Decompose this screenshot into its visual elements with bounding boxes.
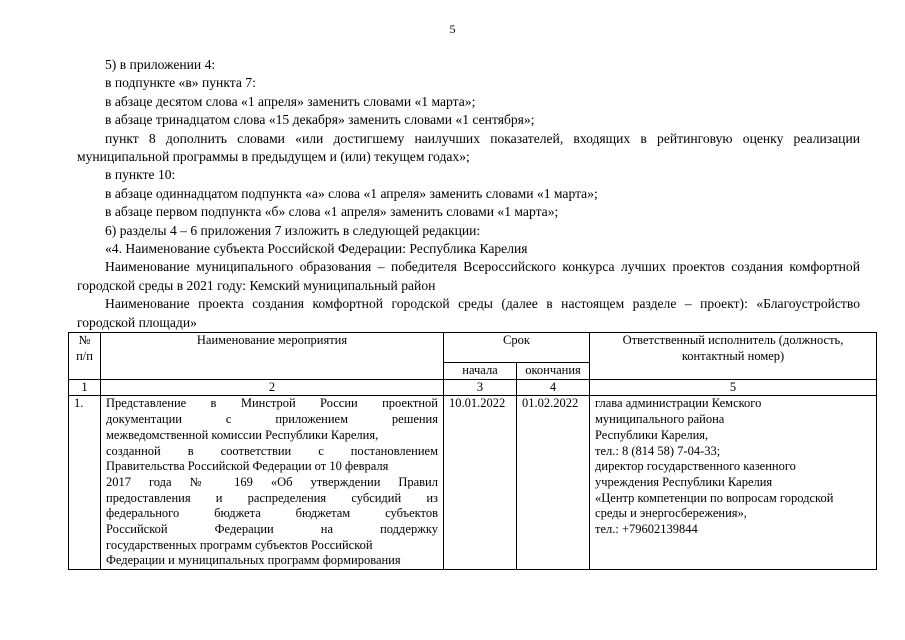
paragraph: 6) разделы 4 – 6 приложения 7 изложить в следующей редакции: [105,222,481,238]
event-line: Российской Федерации на поддержку [106,522,438,537]
row-end-date: 01.02.2022 [517,396,590,570]
table-row [69,396,877,570]
column-number: 1 [69,379,101,396]
responsible-line: «Центр компетенции по вопросам городской [595,490,834,505]
row-num: 1. [69,396,101,570]
row-responsible [590,396,877,570]
paragraph: в подпункте «в» пункта 7: [105,75,256,91]
event-line: 2017 года № 169 «Об утверждении Правил [106,474,438,489]
event-line: межведомственной комиссии Республики Карелия, [106,427,379,442]
column-number: 2 [101,379,444,396]
responsible-line: Республики Карелия, [595,427,709,442]
responsible-line: глава администрации Кемского [595,396,762,411]
paragraph: 5) в приложении 4: [105,57,216,72]
responsible-line: среды и энергосбережения», [595,506,747,521]
document-body [77,56,860,332]
header-term: Срок [444,333,590,363]
header-event: Наименование мероприятия [101,333,444,380]
header-num: № п/п [69,333,101,380]
event-line: федерального бюджета бюджетам субъектов [106,506,438,521]
row-start-date: 10.01.2022 [444,396,517,570]
paragraph: пункт 8 дополнить словами «или достигшему наилучших показателей, входящих в рейтинговую оценку реализации муниципальной программы в предыдущем и (или) текущем годах»; [77,130,860,165]
responsible-line: тел.: +79602139844 [595,522,698,537]
event-line: документации с приложением решения [106,412,438,427]
header-responsible: Ответственный исполнитель (должность, контактный номер) [590,333,877,380]
event-line: созданной в соответствии с постановлением [106,443,438,458]
row-event [101,396,444,570]
paragraph: Наименование проекта создания комфортной городской среды (далее в настоящем разделе – проект): «Благоустройство городской площади» [77,296,860,330]
column-number: 3 [444,379,517,396]
event-line: Правительства Российской Федерации от 10 февраля [106,459,389,474]
responsible-line: тел.: 8 (814 58) 7-04-33; [595,443,721,458]
paragraph: в пункте 10: [105,167,176,183]
paragraph: в абзаце одиннадцатом подпункта «а» слова «1 апреля» заменить словами «1 марта»; [105,185,598,201]
paragraph: в абзаце десятом слова «1 апреля» заменить словами «1 марта»; [105,93,476,109]
event-line: Представление в Минстрой России проектной [106,396,438,411]
event-line: государственных программ субъектов Российской [106,537,373,552]
header-term-end: окончания [517,363,590,380]
column-number: 4 [517,379,590,396]
paragraph: в абзаце тринадцатом слова «15 декабря» заменить словами «1 сентября»; [105,112,535,128]
column-number: 5 [590,379,877,396]
page-number: 5 [449,22,456,36]
responsible-line: директор государственного казенного [595,459,796,474]
event-line: Федерации и муниципальных программ формирования [106,553,401,568]
paragraph: в абзаце первом подпункта «б» слова «1 апреля» заменить словами «1 марта»; [105,204,559,220]
paragraph: Наименование муниципального образования – победителя Всероссийского конкурса лучших проектов создания комфортной городской среды в 2021 году: Кемский муниципальный район [77,259,860,293]
responsible-line: муниципального района [595,412,725,427]
schedule-table [68,332,877,570]
responsible-line: учреждения Республики Карелия [595,474,773,489]
header-term-start: начала [444,363,517,380]
event-line: предоставления и распределения субсидий из [106,490,438,505]
paragraph: «4. Наименование субъекта Российской Федерации: Республика Карелия [105,241,528,257]
